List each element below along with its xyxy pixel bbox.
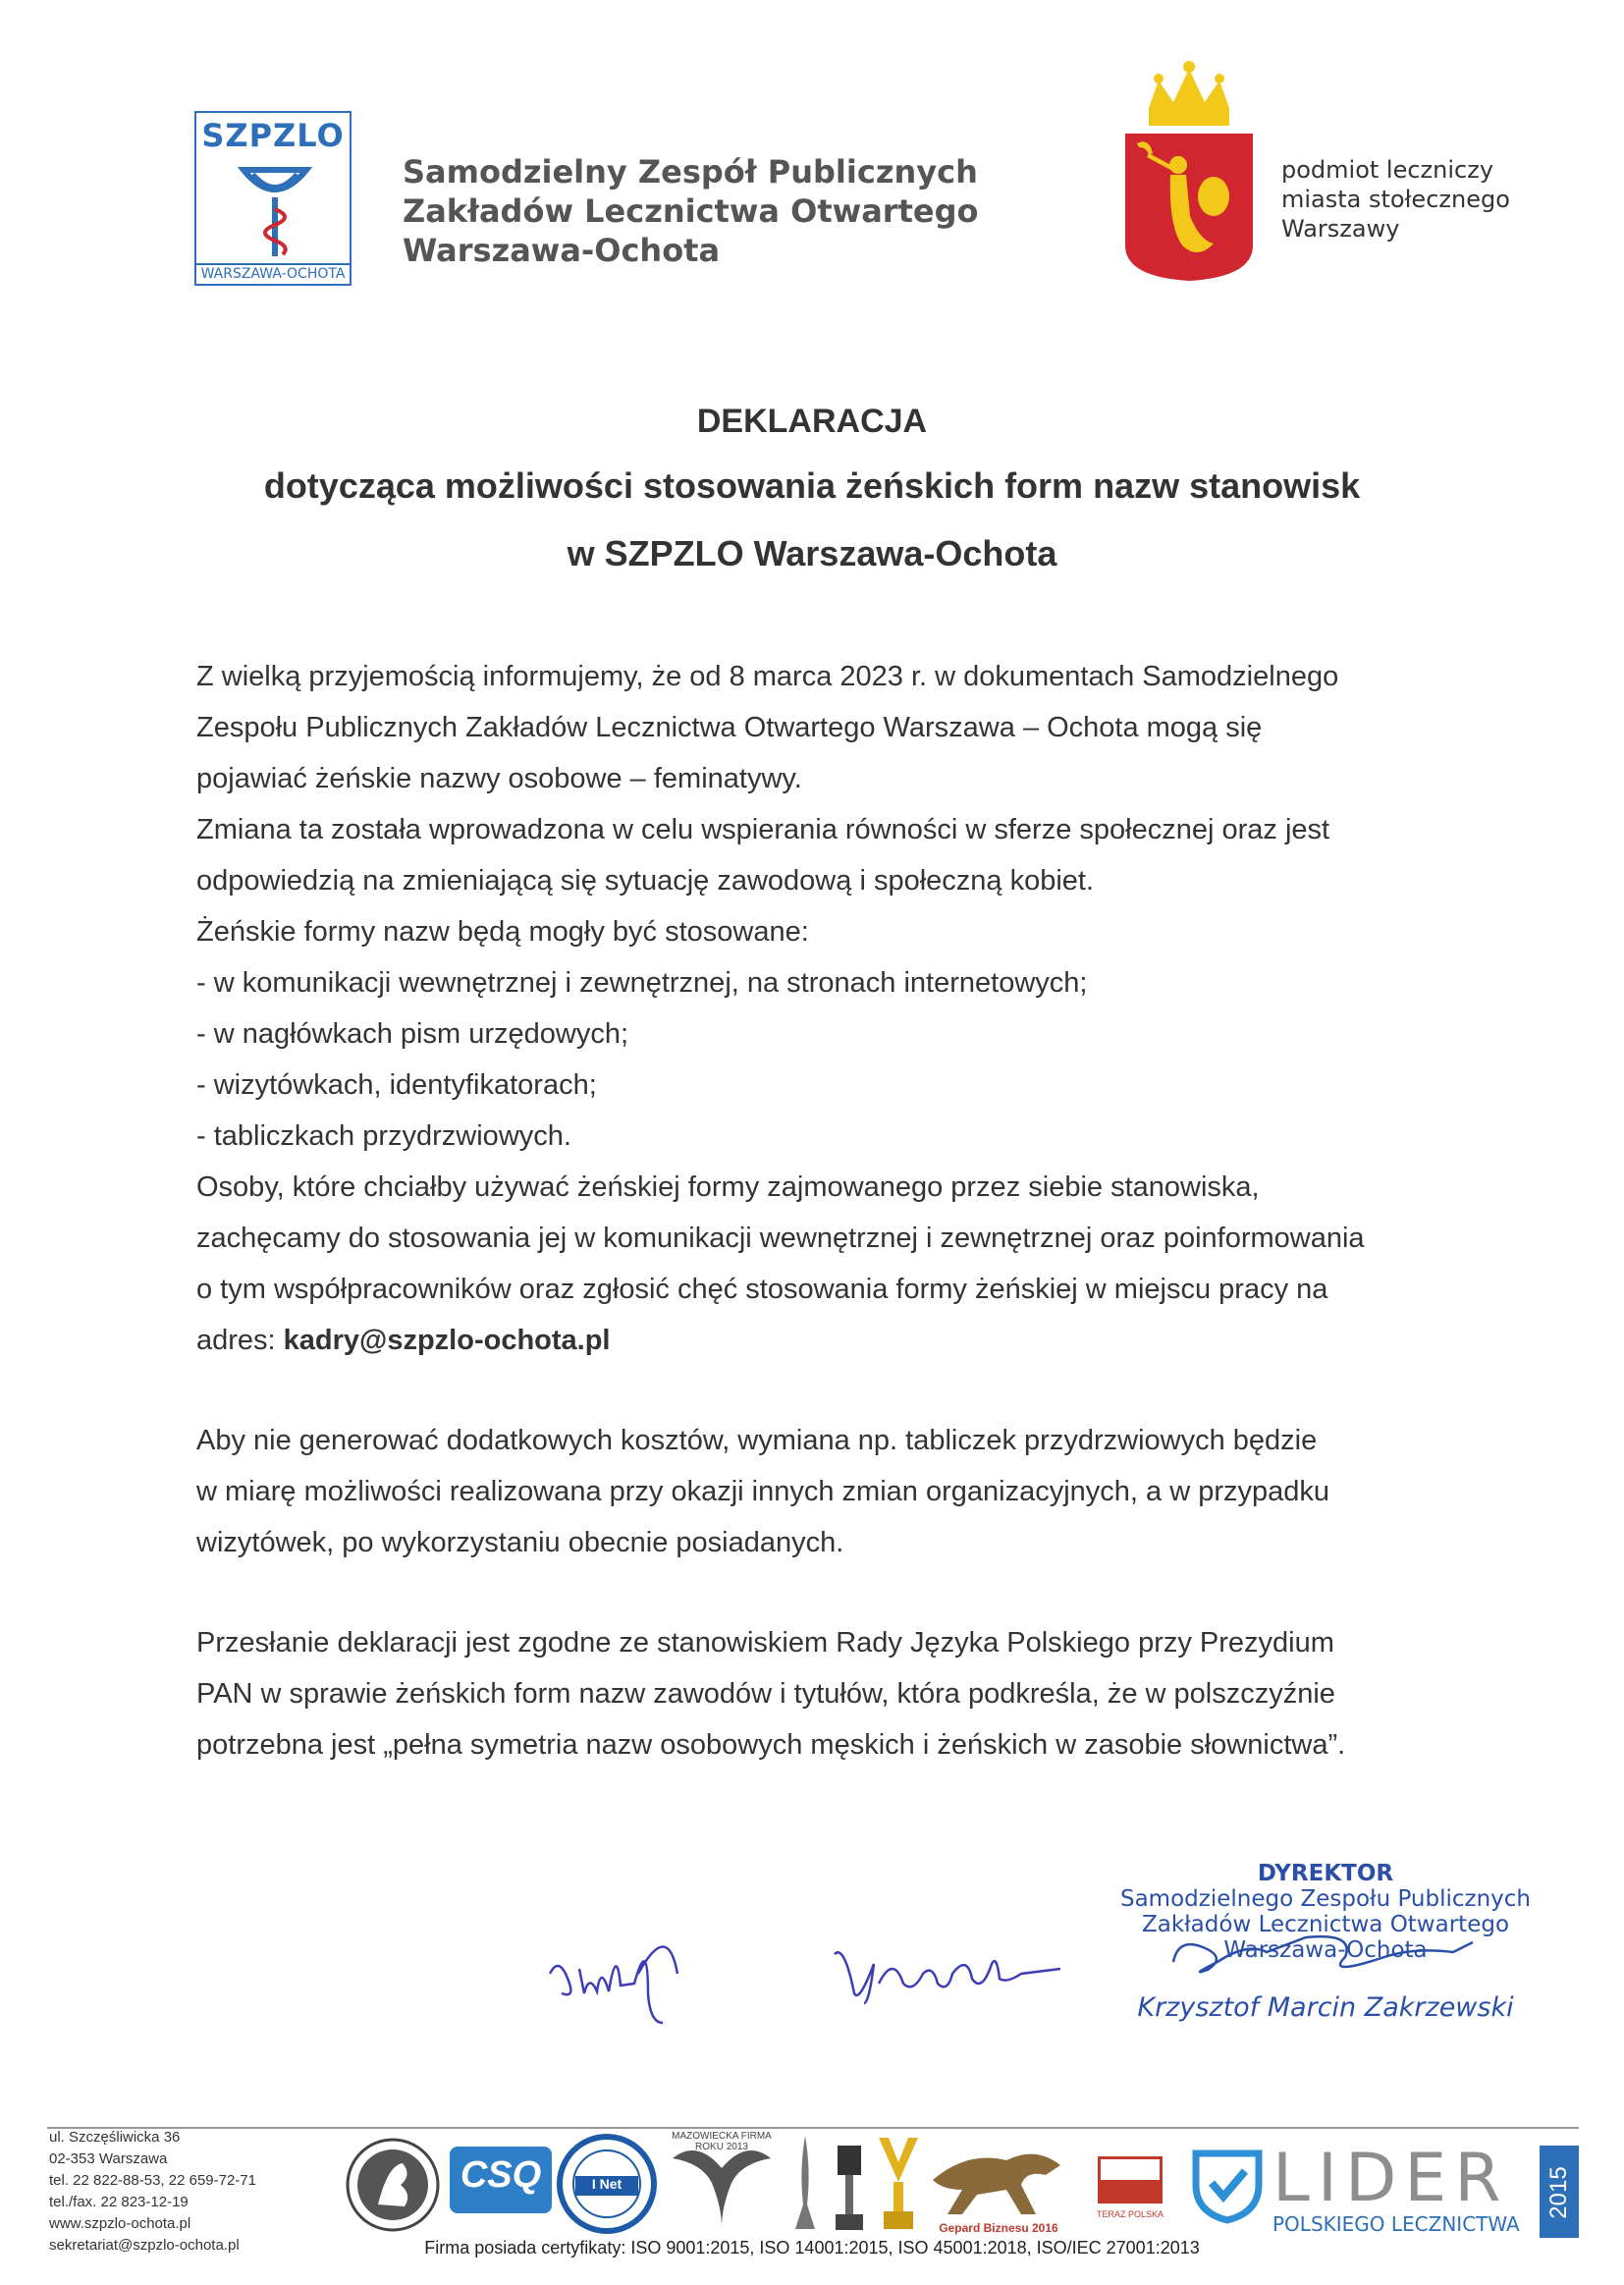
email-link[interactable]: sekretariat@szpzlo-ochota.pl [49, 2237, 240, 2254]
certification-seal-icon [344, 2136, 442, 2234]
fax-line: tel./fax. 22 823-12-19 [49, 2194, 189, 2210]
inet-label: I Net [591, 2176, 623, 2192]
organization-name [403, 152, 992, 270]
director-name: Krzysztof Marcin Zakrzewski [1137, 1992, 1514, 2023]
shield-check-icon [1188, 2146, 1267, 2224]
signature-1 [540, 1915, 736, 2033]
stamp-line: Zakładów Lecznictwa Otwartego [1141, 1912, 1510, 1937]
text-line: Przesłanie deklaracji jest zgodne ze stanowiskiem Rady Języka Polskiego przy Prezydium [196, 1627, 1334, 1659]
text-line: Zespołu Publicznych Zakładów Lecznictwa Otwartego Warszawa – Ochota mogą się [196, 712, 1263, 743]
address-line: ul. Szczęśliwicka 36 [49, 2129, 181, 2146]
text-line: Aby nie generować dodatkowych kosztów, wymiana np. tabliczek przydrzwiowych będzie [196, 1425, 1318, 1456]
text-line: Zmiana ta została wprowadzona w celu wspierania równości w sferze społecznej oraz jest [196, 814, 1330, 845]
paragraph-2 [196, 1415, 1463, 1568]
list-item: - w nagłówkach pism urzędowych; [196, 1018, 629, 1050]
document-subtitle: dotycząca możliwości stosowania żeńskich form nazw stanowisk [263, 465, 1361, 506]
email-link[interactable]: kadry@szpzlo-ochota.pl [283, 1325, 611, 1356]
signature-2 [825, 1934, 1070, 2023]
lider-year: 2015 [1545, 2166, 1572, 2219]
lider-label: LIDER [1272, 2140, 1509, 2217]
text-line: o tym współpracowników oraz zgłosić chęć stosowania formy żeńskiej w miejscu pracy na [196, 1274, 1328, 1305]
stamp-title: DYREKTOR [1257, 1861, 1394, 1886]
warsaw-coat-of-arms [1119, 59, 1259, 283]
list-item: - wizytówkach, identyfikatorach; [196, 1069, 597, 1101]
website-link[interactable]: www.szpzlo-ochota.pl [49, 2215, 191, 2232]
csq-badge [450, 2147, 552, 2213]
text-line: potrzebna jest „pełna symetria nazw osobowych męskich i żeńskich w zasobie słownictwa”. [196, 1729, 1346, 1761]
caduceus-icon [236, 160, 314, 258]
text-line: Żeńskie formy nazw będą mogły być stosowane: [196, 916, 809, 948]
list-item: - tabliczkach przydrzwiowych. [196, 1120, 571, 1152]
statuette-icon [785, 2131, 825, 2234]
org-line: Zakładów Lecznictwa Otwartego [403, 192, 979, 230]
trophy-icon [830, 2136, 869, 2234]
address-prefix: adres: [196, 1325, 284, 1356]
gepard-icon [928, 2141, 1065, 2219]
text-line: w miarę możliwości realizowana przy okazji innych zmian organizacyjnych, a w przypadku [196, 1476, 1330, 1507]
org-line: Warszawa-Ochota [403, 232, 721, 269]
document-title: DEKLARACJA [696, 403, 928, 440]
address-line: 02-353 Warszawa [49, 2150, 168, 2167]
text-line: Osoby, które chciałby używać żeńskiej formy zajmowanego przez siebie stanowiska, [196, 1171, 1260, 1203]
lider-year-bar [1540, 2146, 1579, 2238]
text-line: zachęcamy do stosowania jej w komunikacji wewnętrznej i zewnętrznej oraz poinformowania [196, 1223, 1365, 1254]
logo-name: SZPZLO [201, 117, 345, 154]
document-subtitle-2: w SZPZLO Warszawa-Ochota [567, 533, 1057, 573]
gold-statuette-icon [874, 2133, 923, 2236]
teraz-polska-badge [1098, 2156, 1163, 2203]
lider-badge [1188, 2140, 1581, 2239]
document-body [196, 651, 1463, 1770]
lider-sub-label: POLSKIEGO LECZNICTWA [1272, 2212, 1520, 2236]
phone-line: tel. 22 822-88-53, 22 659-72-71 [49, 2172, 256, 2189]
podmiot-line: Warszawy [1281, 215, 1400, 243]
logo-city: WARSZAWA-OCHOTA [196, 263, 350, 282]
text-line: odpowiedzią na zmieniającą się sytuację zawodową i społeczną kobiet. [196, 865, 1095, 897]
list-item: - w komunikacji wewnętrznej i zewnętrznej, na stronach internetowych; [196, 967, 1088, 999]
text-line: wizytówek, po wykorzystaniu obecnie posiadanych. [196, 1527, 844, 1558]
podmiot-leczniczy-text [1281, 155, 1576, 244]
teraz-polska-label: TERAZ POLSKA [1096, 2209, 1164, 2219]
paragraph-1 [196, 651, 1463, 1366]
podmiot-line: podmiot leczniczy [1281, 156, 1494, 184]
stamp-line: Warszawa-Ochota [1223, 1937, 1428, 1963]
certificates-text: Firma posiada certyfikaty: ISO 9001:2015, ISO 14001:2015, ISO 45001:2018, ISO/IEC 27001:2013 [424, 2238, 1200, 2258]
org-line: Samodzielny Zespół Publicznych [403, 153, 978, 190]
email-line [196, 1315, 1463, 1366]
text-line: Z wielką przyjemością informujemy, że od 8 marca 2023 r. w dokumentach Samodzielnego [196, 661, 1339, 692]
podmiot-line: miasta stołecznego [1281, 186, 1510, 213]
gepard-label: Gepard Biznesu 2016 [939, 2221, 1058, 2235]
paragraph-3 [196, 1617, 1463, 1770]
text-line: pojawiać żeńskie nazwy osobowe – feminatywy. [196, 763, 802, 794]
signature-3 [1159, 1923, 1492, 1982]
csq-label: CSQ [460, 2154, 542, 2196]
crown-icon [1149, 61, 1229, 126]
stamp-line: Samodzielnego Zespołu Publicznych [1119, 1886, 1532, 1912]
text-line: PAN w sprawie żeńskich form nazw zawodów i tytułów, która podkreśla, że w polszczyźnie [196, 1678, 1335, 1710]
szpzlo-logo [194, 111, 352, 286]
mazowiecka-award-label: MAZOWIECKA FIRMA ROKU 2013 [672, 2131, 772, 2152]
